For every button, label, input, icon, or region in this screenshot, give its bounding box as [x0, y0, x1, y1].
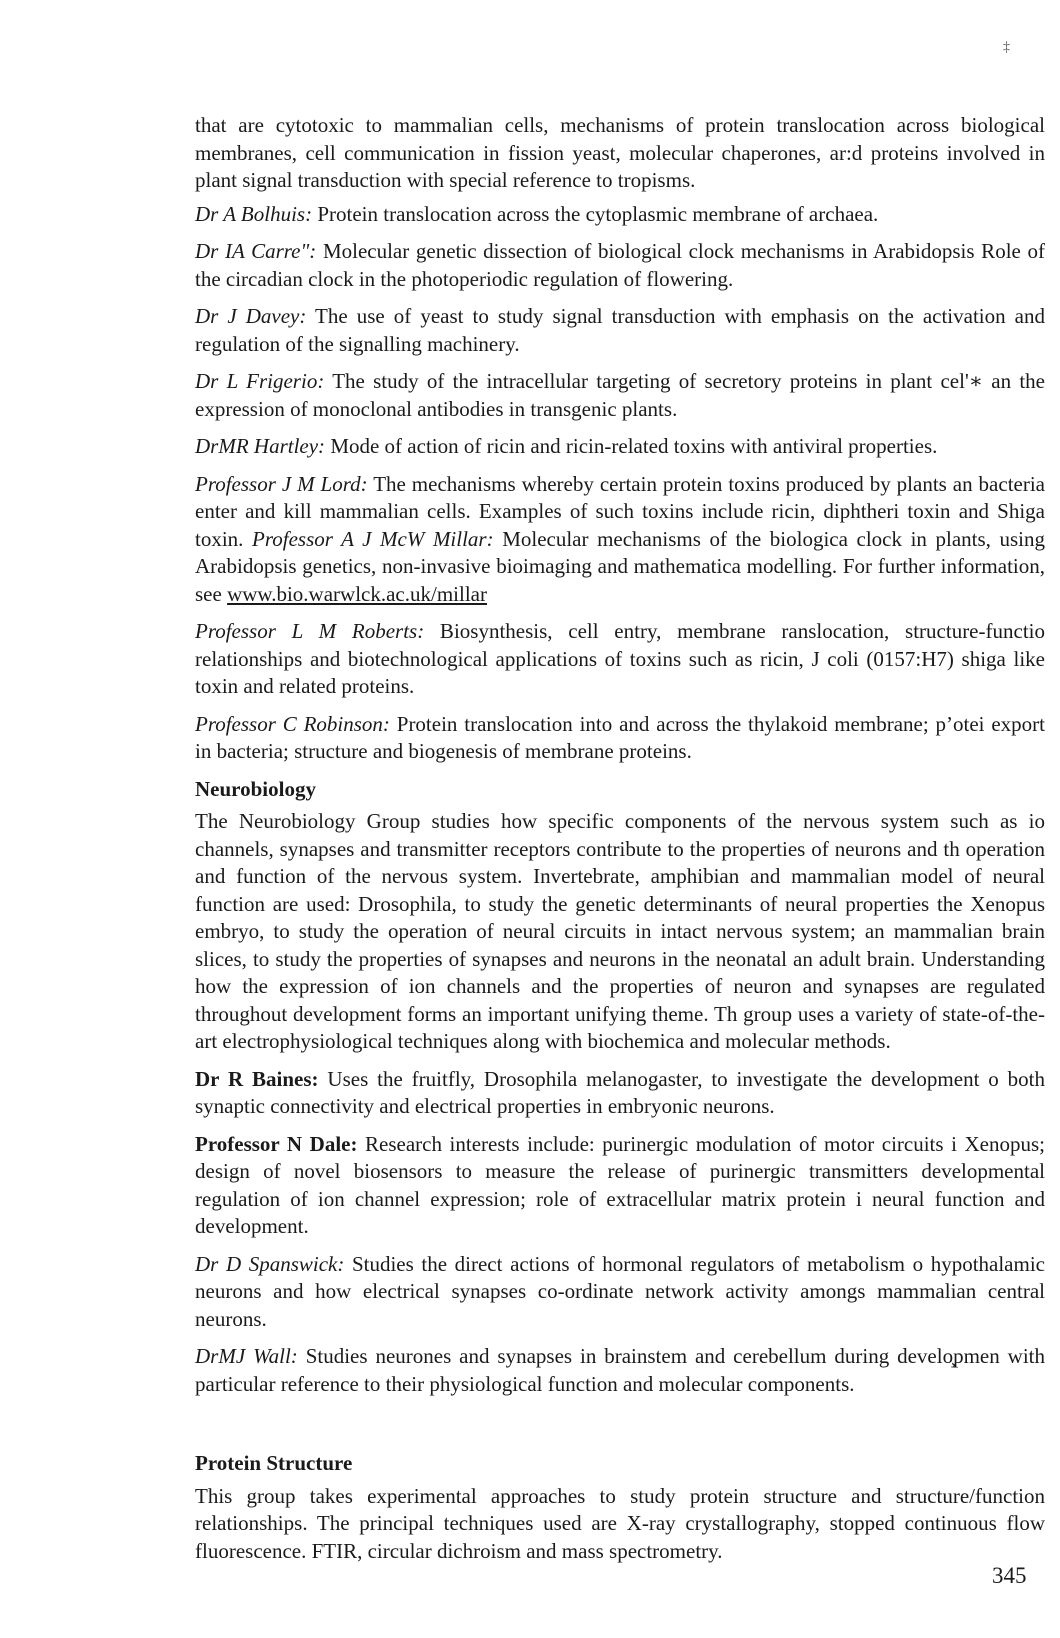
researcher-description: Research interests include: purinergic modulation of motor circuits i Xenopus; design of novel biosensors to measure the release of purinergic transmitters developmental regulation of ion channel expression; role of extracellular matrix protein i neural function and development. — [195, 1131, 1045, 1238]
researcher-description: Studies neurones and synapses in brainstem and cerebellum during develo̧pmen with particular reference to their physiological function and molecular components. — [195, 1344, 1045, 1396]
researcher-name: Professor A J McW Millar: — [252, 526, 494, 551]
researcher-description: The mechanisms whereby certain protein toxins produced by plants an bacteria enter and kill mammalian cells. Examples of such toxins include ricin, diphtheri toxin and Shiga toxin. — [195, 471, 1045, 551]
entry-davey — [195, 303, 1045, 358]
researcher-description: Molecular genetic dissection of biological clock mechanisms in Arabidopsis Role of the circadian clock in the photoperiodic regulation of flowering. — [195, 239, 1045, 291]
researcher-description: Uses the fruitfly, Drosophila melanogaster, to investigate the development o both synaptic connectivity and electrical properties in embryonic neurons. — [195, 1066, 1045, 1118]
researcher-description: Mode of action of ricin and ricin-related toxins with antiviral properties. — [325, 434, 938, 458]
millar-website-link[interactable]: www.bio.warwlck.ac.uk/millar — [227, 581, 487, 606]
neurobiology-intro: The Neurobiology Group studies how specific components of the nervous system such as io channels, synapses and transmitter receptors contribute to the properties of neurons and th operation and function of the nervous system. Invertebrate, amphibian and mammalian model of neural function are used: Drosophila, to study the genetic determinants of neural properties the Xenopus embryo, to study the operation of neural circuits in intact nervous system; an mammalian brain slices, to study the properties of synapses and neurons in the neonatal an adult brain. Understanding how the expression of ion channels and the properties of neuron and synapses are regulated throughout development forms an important unifying theme. Th group uses a variety of state-of-the-art electrophysiological techniques along with biochemica and molecular methods. — [195, 809, 1045, 1053]
researcher-description: Biosynthesis, cell entry, membrane ranslocation, structure-functio relationships and biotechnological applications of toxins such as ricin, J coli (0157:H7) shiga like toxin and related proteins. — [195, 619, 1045, 698]
researcher-name: Dr IA Carre": — [195, 239, 317, 263]
researcher-name: Dr L Frigerio: — [195, 369, 325, 393]
corner-mark: ‡ — [1003, 40, 1010, 55]
protein-structure-paragraph: This group takes experimental approaches to study protein structure and structure/function relationships. The principal techniques used are X-ray crystallography, stopped continuous flow fluorescence. FTIR, circular dichroism and mass spectrometry. — [195, 1483, 1045, 1563]
researcher-name: Professor J M Lord: — [195, 471, 368, 496]
researcher-name: Dr A Bolhuis: — [195, 201, 313, 226]
researcher-description: The study of the intracellular targeting of secretory proteins in plant cel'∗ an the expression of monoclonal antibodies in transgenic plants. — [195, 369, 1045, 421]
entry-bolhuis — [195, 201, 1045, 229]
researcher-name: Dr J Davey: — [195, 304, 307, 328]
researcher-name: DrMJ Wall: — [195, 1344, 298, 1368]
researcher-description: Molecular mechanisms of the biologica clock in plants, using Arabidopsis genetics, non-invasive bioimaging and mathematica modelling. For further information, see — [195, 526, 1045, 606]
entry-hartley — [195, 433, 1045, 461]
section-heading-protein-structure: Protein Structure — [195, 1451, 353, 1475]
researcher-name: DrMR Hartley: — [195, 434, 326, 458]
page-number: 345 — [992, 1563, 1027, 1588]
researcher-name: Professor N Dale: — [195, 1131, 358, 1156]
entry-frigerio — [195, 368, 1045, 423]
section-heading-neurobiology: Neurobiology — [195, 776, 316, 801]
researcher-name: Dr D Spanswick: — [195, 1251, 345, 1276]
intro-paragraph: that are cytotoxic to mammalian cells, mechanisms of protein translocation across biological membranes, cell communication in fission yeast, molecular chaperones, ar:d proteins involved in plant signal transduction with special reference to tropisms. — [195, 113, 1045, 192]
entry-spanswick — [195, 1251, 1045, 1334]
entry-wall — [195, 1343, 1045, 1398]
researcher-description: Studies the direct actions of hormonal regulators of metabolism o hypothalamic neurons and how electrical synapses co-ordinate network activity amongs mammalian central neurons. — [195, 1251, 1045, 1331]
researcher-description: Protein translocation across the cytoplasmic membrane of archaea. — [312, 201, 879, 226]
researcher-name: Dr R Baines: — [195, 1066, 319, 1091]
entry-dale — [195, 1131, 1045, 1241]
entry-roberts — [195, 618, 1045, 701]
researcher-name: Professor L M Roberts: — [195, 619, 425, 643]
entry-baines — [195, 1066, 1045, 1121]
researcher-description: The use of yeast to study signal transduction with emphasis on the activation and regulation of the signalling machinery. — [195, 304, 1046, 356]
entry-carre — [195, 238, 1045, 293]
entry-lord-millar — [195, 471, 1045, 609]
researcher-description: Protein translocation into and across the thylakoid membrane; p’otei export in bacteria; structure and biogenesis of membrane proteins. — [195, 711, 1046, 763]
entry-robinson — [195, 711, 1045, 766]
researcher-name: Professor C Robinson: — [195, 711, 390, 736]
page-body — [195, 112, 1045, 1575]
